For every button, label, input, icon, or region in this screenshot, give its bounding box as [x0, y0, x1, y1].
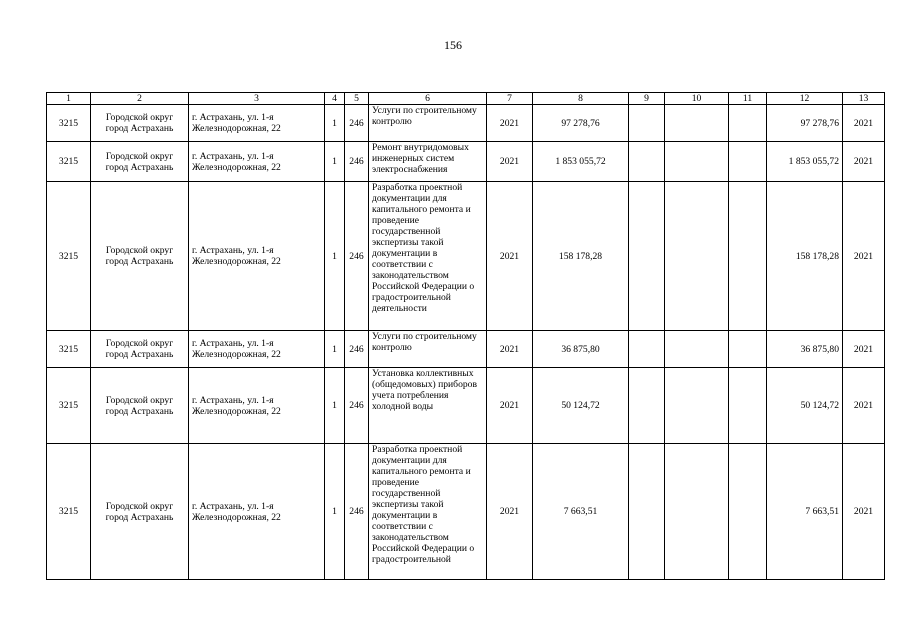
- column-header: 6: [369, 93, 487, 105]
- cell-amount: 7 663,51: [533, 444, 629, 580]
- cell-col11: [729, 331, 767, 368]
- cell-code: 3215: [47, 142, 91, 182]
- cell-total: 158 178,28: [767, 182, 843, 331]
- cell-year: 2021: [487, 142, 533, 182]
- cell-col10: [665, 444, 729, 580]
- cell-col5: 246: [345, 331, 369, 368]
- cell-col9: [629, 142, 665, 182]
- cell-col4: 1: [325, 444, 345, 580]
- cell-col11: [729, 105, 767, 142]
- cell-col5: 246: [345, 142, 369, 182]
- cell-col10: [665, 182, 729, 331]
- cell-col5: 246: [345, 444, 369, 580]
- cell-col4: 1: [325, 142, 345, 182]
- cell-address: г. Астрахань, ул. 1-я Железнодорожная, 22: [189, 142, 325, 182]
- cell-col9: [629, 331, 665, 368]
- cell-code: 3215: [47, 444, 91, 580]
- cell-work-type: Услуги по строительному контролю: [369, 331, 487, 368]
- column-header: 10: [665, 93, 729, 105]
- cell-work-type: Ремонт внутридомовых инженерных систем электроснабжения: [369, 142, 487, 182]
- program-table: [46, 92, 885, 580]
- column-header: 3: [189, 93, 325, 105]
- table-row: [47, 105, 885, 142]
- cell-code: 3215: [47, 368, 91, 444]
- cell-municipality: Городской округ город Астрахань: [91, 105, 189, 142]
- cell-col5: 246: [345, 105, 369, 142]
- cell-year: 2021: [487, 105, 533, 142]
- cell-col10: [665, 105, 729, 142]
- cell-end-year: 2021: [843, 142, 885, 182]
- cell-address: г. Астрахань, ул. 1-я Железнодорожная, 22: [189, 444, 325, 580]
- cell-work-type: Разработка проектной документации для капитального ремонта и проведение государственной экспертизы такой документации в соответствии с законодательством Российской Федерации о градостроительной деятельности: [369, 182, 487, 331]
- column-header: 7: [487, 93, 533, 105]
- cell-year: 2021: [487, 444, 533, 580]
- cell-col10: [665, 368, 729, 444]
- column-header: 11: [729, 93, 767, 105]
- column-header: 9: [629, 93, 665, 105]
- cell-municipality: Городской округ город Астрахань: [91, 182, 189, 331]
- cell-code: 3215: [47, 105, 91, 142]
- cell-municipality: Городской округ город Астрахань: [91, 142, 189, 182]
- column-header: 8: [533, 93, 629, 105]
- column-header: 12: [767, 93, 843, 105]
- cell-year: 2021: [487, 331, 533, 368]
- cell-address: г. Астрахань, ул. 1-я Железнодорожная, 22: [189, 105, 325, 142]
- cell-end-year: 2021: [843, 182, 885, 331]
- table-row: [47, 331, 885, 368]
- cell-address: г. Астрахань, ул. 1-я Железнодорожная, 22: [189, 182, 325, 331]
- cell-amount: 36 875,80: [533, 331, 629, 368]
- cell-col4: 1: [325, 182, 345, 331]
- cell-col11: [729, 142, 767, 182]
- cell-end-year: 2021: [843, 331, 885, 368]
- cell-amount: 50 124,72: [533, 368, 629, 444]
- cell-col5: 246: [345, 368, 369, 444]
- cell-end-year: 2021: [843, 105, 885, 142]
- cell-end-year: 2021: [843, 368, 885, 444]
- cell-col4: 1: [325, 331, 345, 368]
- cell-col11: [729, 182, 767, 331]
- column-header: 13: [843, 93, 885, 105]
- cell-col9: [629, 444, 665, 580]
- page-number: 156: [444, 38, 462, 52]
- cell-col10: [665, 331, 729, 368]
- column-header: 1: [47, 93, 91, 105]
- cell-year: 2021: [487, 182, 533, 331]
- cell-work-type: Услуги по строительному контролю: [369, 105, 487, 142]
- cell-code: 3215: [47, 331, 91, 368]
- cell-total: 36 875,80: [767, 331, 843, 368]
- cell-amount: 97 278,76: [533, 105, 629, 142]
- cell-end-year: 2021: [843, 444, 885, 580]
- column-header: 2: [91, 93, 189, 105]
- cell-work-type: Разработка проектной документации для капитального ремонта и проведение государственной экспертизы такой документации в соответствии с законодательством Российской Федерации о градостроительной: [369, 444, 487, 580]
- cell-col11: [729, 444, 767, 580]
- cell-total: 97 278,76: [767, 105, 843, 142]
- cell-col9: [629, 182, 665, 331]
- cell-col11: [729, 368, 767, 444]
- table-row: [47, 444, 885, 580]
- cell-total: 1 853 055,72: [767, 142, 843, 182]
- cell-code: 3215: [47, 182, 91, 331]
- cell-col9: [629, 105, 665, 142]
- table-row: [47, 368, 885, 444]
- cell-total: 50 124,72: [767, 368, 843, 444]
- column-number-row: [47, 93, 885, 105]
- table-row: [47, 142, 885, 182]
- cell-col10: [665, 142, 729, 182]
- cell-year: 2021: [487, 368, 533, 444]
- cell-municipality: Городской округ город Астрахань: [91, 444, 189, 580]
- cell-col9: [629, 368, 665, 444]
- cell-col4: 1: [325, 368, 345, 444]
- cell-amount: 1 853 055,72: [533, 142, 629, 182]
- table-row: [47, 182, 885, 331]
- cell-col5: 246: [345, 182, 369, 331]
- cell-work-type: Установка коллективных (общедомовых) приборов учета потребления холодной воды: [369, 368, 487, 444]
- cell-address: г. Астрахань, ул. 1-я Железнодорожная, 22: [189, 331, 325, 368]
- cell-amount: 158 178,28: [533, 182, 629, 331]
- cell-municipality: Городской округ город Астрахань: [91, 368, 189, 444]
- column-header: 5: [345, 93, 369, 105]
- cell-col4: 1: [325, 105, 345, 142]
- column-header: 4: [325, 93, 345, 105]
- cell-municipality: Городской округ город Астрахань: [91, 331, 189, 368]
- cell-total: 7 663,51: [767, 444, 843, 580]
- cell-address: г. Астрахань, ул. 1-я Железнодорожная, 22: [189, 368, 325, 444]
